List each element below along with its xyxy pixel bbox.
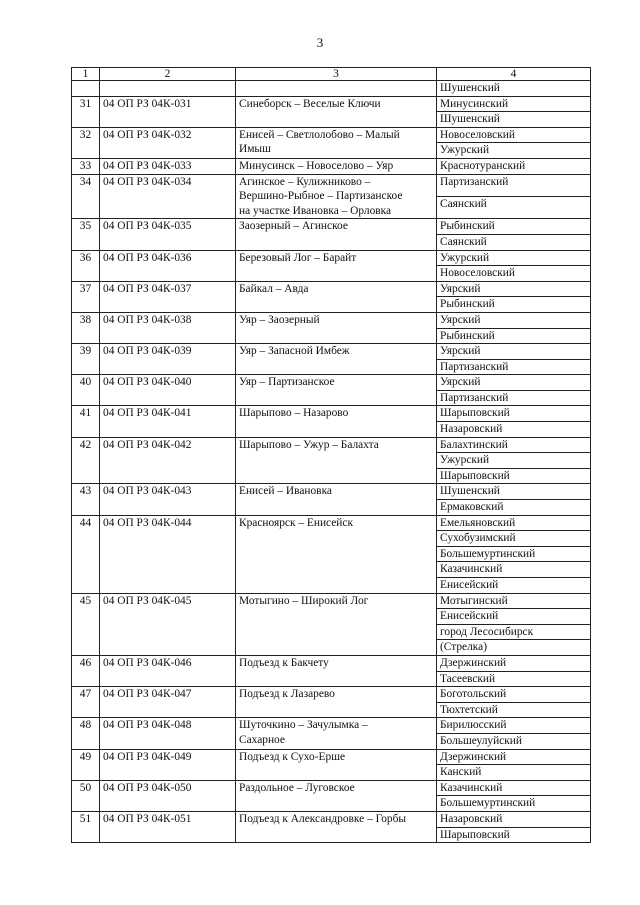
table-row	[72, 780, 591, 796]
road-name-line: Имыш	[239, 143, 271, 156]
road-name-cell	[236, 484, 437, 515]
page-number: 3	[316, 35, 324, 50]
road-code-cell: 04 ОП РЗ 04К-034	[100, 174, 236, 219]
road-name-line: Енисей – Светлолобово – Малый	[239, 128, 400, 141]
table-row	[72, 593, 591, 609]
header-cell: 1	[72, 68, 100, 81]
district-cell: Уярский	[437, 344, 591, 360]
district-cell: Назаровский	[437, 811, 591, 827]
row-number-cell: 31	[72, 96, 100, 127]
header-cell: 3	[236, 68, 437, 81]
row-number-cell: 40	[72, 375, 100, 406]
road-name-cell	[236, 593, 437, 655]
district-cell: Ужурский	[437, 143, 591, 159]
road-name-line: Уяр – Запасной Имбеж	[239, 345, 350, 358]
district-cell: Большеулуйский	[437, 733, 591, 749]
row-number-cell: 43	[72, 484, 100, 515]
district-cell: Шарыповский	[437, 827, 591, 843]
header-cell: 4	[437, 68, 591, 81]
district-cell: Боготольский	[437, 687, 591, 703]
road-name-cell	[236, 344, 437, 375]
road-name-line: Уяр – Партизанское	[239, 376, 335, 389]
road-name-cell	[236, 312, 437, 343]
road-code-cell: 04 ОП РЗ 04К-047	[100, 687, 236, 718]
table-row	[72, 312, 591, 328]
row-number-cell: 47	[72, 687, 100, 718]
road-name-line: Шуточкино – Зачулымка –	[239, 719, 368, 732]
district-cell: Партизанский	[437, 359, 591, 375]
district-cell: Рыбинский	[437, 328, 591, 344]
road-name-cell	[236, 158, 437, 174]
road-name-cell	[236, 406, 437, 437]
road-code-cell: 04 ОП РЗ 04К-035	[100, 219, 236, 250]
road-name-line: Агинское – Кулижниково –	[239, 175, 371, 188]
road-name-cell	[236, 219, 437, 250]
road-name-cell	[236, 655, 437, 686]
district-cell: Тасеевский	[437, 671, 591, 687]
district-cell: Большемуртинский	[437, 796, 591, 812]
district-cell: Дзержинский	[437, 749, 591, 765]
road-name-cell	[236, 687, 437, 718]
row-number-cell: 37	[72, 281, 100, 312]
road-code-cell: 04 ОП РЗ 04К-038	[100, 312, 236, 343]
table-row	[72, 811, 591, 827]
road-name-line: Березовый Лог – Барайт	[239, 251, 357, 264]
table-row	[72, 127, 591, 143]
row-number-cell: 45	[72, 593, 100, 655]
road-code-cell: 04 ОП РЗ 04К-041	[100, 406, 236, 437]
road-name-cell	[236, 127, 437, 158]
district-cell: Краснотуранский	[437, 158, 591, 174]
road-name-line: Подъезд к Бакчету	[239, 656, 329, 669]
row-number-cell: 32	[72, 127, 100, 158]
road-name-cell	[236, 749, 437, 780]
road-code-cell: 04 ОП РЗ 04К-032	[100, 127, 236, 158]
row-number-cell: 38	[72, 312, 100, 343]
district-cell: Партизанский	[437, 174, 591, 196]
district-cell: Шарыповский	[437, 406, 591, 422]
road-name-cell	[236, 174, 437, 219]
road-code-cell: 04 ОП РЗ 04К-037	[100, 281, 236, 312]
road-code-cell: 04 ОП РЗ 04К-045	[100, 593, 236, 655]
road-name-cell	[236, 437, 437, 484]
road-name-line: Раздольное – Луговское	[239, 781, 355, 794]
row-number-cell	[72, 81, 100, 97]
road-name-line: Сахарное	[239, 733, 285, 746]
road-code-cell	[100, 81, 236, 97]
row-number-cell: 44	[72, 515, 100, 593]
district-cell: Тюхтетский	[437, 702, 591, 718]
table-row	[72, 96, 591, 112]
road-code-cell: 04 ОП РЗ 04К-040	[100, 375, 236, 406]
road-name-line: Подъезд к Александровке – Горбы	[239, 812, 407, 825]
table-row	[72, 250, 591, 266]
road-code-cell: 04 ОП РЗ 04К-049	[100, 749, 236, 780]
road-name-cell	[236, 375, 437, 406]
row-number-cell: 46	[72, 655, 100, 686]
district-cell: Уярский	[437, 312, 591, 328]
district-cell: Шушенский	[437, 484, 591, 500]
table-row	[72, 749, 591, 765]
district-cell: Балахтинский	[437, 437, 591, 453]
district-cell: Мотыгинский	[437, 593, 591, 609]
table-row	[72, 344, 591, 360]
row-number-cell: 51	[72, 811, 100, 842]
district-cell: Саянский	[437, 234, 591, 250]
row-number-cell: 34	[72, 174, 100, 219]
district-cell: Саянский	[437, 196, 591, 218]
table-header	[72, 68, 591, 81]
road-name-line: Подъезд к Сухо-Ерше	[239, 750, 346, 763]
road-code-cell: 04 ОП РЗ 04К-033	[100, 158, 236, 174]
table-row	[72, 406, 591, 422]
district-cell: Уярский	[437, 281, 591, 297]
row-number-cell: 35	[72, 219, 100, 250]
district-cell: Шарыповский	[437, 468, 591, 484]
district-cell: (Стрелка)	[437, 640, 591, 656]
district-cell: Новоселовский	[437, 266, 591, 282]
road-code-cell: 04 ОП РЗ 04К-048	[100, 718, 236, 749]
road-code-cell: 04 ОП РЗ 04К-050	[100, 780, 236, 811]
road-name-line: Байкал – Авда	[239, 282, 309, 295]
district-cell: Уярский	[437, 375, 591, 391]
table-row	[72, 687, 591, 703]
district-cell: Минусинский	[437, 96, 591, 112]
district-cell: Казачинский	[437, 780, 591, 796]
road-name-line: Подъезд к Лазарево	[239, 688, 335, 701]
row-number-cell: 50	[72, 780, 100, 811]
road-name-line: Уяр – Заозерный	[239, 313, 320, 326]
district-cell: Партизанский	[437, 390, 591, 406]
row-number-cell: 42	[72, 437, 100, 484]
row-number-cell: 36	[72, 250, 100, 281]
district-cell: Рыбинский	[437, 297, 591, 313]
road-name-cell	[236, 811, 437, 842]
road-code-cell: 04 ОП РЗ 04К-031	[100, 96, 236, 127]
road-name-line: Вершино-Рыбное – Партизанское	[239, 190, 403, 203]
district-cell: Казачинский	[437, 562, 591, 578]
district-cell: Рыбинский	[437, 219, 591, 235]
table-row	[72, 655, 591, 671]
district-cell: Большемуртинский	[437, 546, 591, 562]
road-name-cell	[236, 81, 437, 97]
road-name-cell	[236, 780, 437, 811]
header-cell: 2	[100, 68, 236, 81]
table-row	[72, 158, 591, 174]
district-cell: Енисейский	[437, 578, 591, 594]
road-name-cell	[236, 718, 437, 749]
district-cell: город Лесосибирск	[437, 624, 591, 640]
road-name-cell	[236, 281, 437, 312]
road-code-cell: 04 ОП РЗ 04К-039	[100, 344, 236, 375]
row-number-cell: 33	[72, 158, 100, 174]
table-row	[72, 718, 591, 734]
road-code-cell: 04 ОП РЗ 04К-044	[100, 515, 236, 593]
row-number-cell: 49	[72, 749, 100, 780]
road-name-line: на участке Ивановка – Орловка	[239, 204, 392, 217]
table-row	[72, 81, 591, 97]
district-cell: Канский	[437, 765, 591, 781]
district-cell: Назаровский	[437, 422, 591, 438]
road-code-cell: 04 ОП РЗ 04К-036	[100, 250, 236, 281]
road-name-cell	[236, 250, 437, 281]
district-cell: Енисейский	[437, 609, 591, 625]
road-code-cell: 04 ОП РЗ 04К-051	[100, 811, 236, 842]
district-cell: Шушенский	[437, 112, 591, 128]
row-number-cell: 39	[72, 344, 100, 375]
district-cell: Новоселовский	[437, 127, 591, 143]
table-row	[72, 375, 591, 391]
road-name-line: Шарыпово – Назарово	[239, 407, 349, 420]
table-row	[72, 437, 591, 453]
header-row	[72, 68, 591, 81]
district-cell: Бирилюсский	[437, 718, 591, 734]
roads-table	[71, 67, 591, 843]
road-name-line: Енисей – Ивановка	[239, 485, 332, 498]
district-cell: Сухобузимский	[437, 531, 591, 547]
table-row	[72, 281, 591, 297]
table-body	[72, 81, 591, 843]
row-number-cell: 48	[72, 718, 100, 749]
district-cell: Емельяновский	[437, 515, 591, 531]
road-name-line: Синеборск – Веселые Ключи	[239, 97, 381, 110]
road-code-cell: 04 ОП РЗ 04К-043	[100, 484, 236, 515]
road-name-line: Красноярск – Енисейск	[239, 516, 353, 529]
district-cell: Ужурский	[437, 453, 591, 469]
table-row	[72, 484, 591, 500]
road-name-cell	[236, 96, 437, 127]
table-row	[72, 174, 591, 196]
road-code-cell: 04 ОП РЗ 04К-046	[100, 655, 236, 686]
district-cell: Шушенский	[437, 81, 591, 97]
road-name-line: Мотыгино – Широкий Лог	[239, 594, 369, 607]
district-cell: Дзержинский	[437, 655, 591, 671]
row-number-cell: 41	[72, 406, 100, 437]
road-name-cell	[236, 515, 437, 593]
road-code-cell: 04 ОП РЗ 04К-042	[100, 437, 236, 484]
table-row	[72, 515, 591, 531]
table-row	[72, 219, 591, 235]
road-name-line: Шарыпово – Ужур – Балахта	[239, 438, 379, 451]
district-cell: Ермаковский	[437, 500, 591, 516]
road-name-line: Заозерный – Агинское	[239, 220, 348, 233]
district-cell: Ужурский	[437, 250, 591, 266]
road-name-line: Минусинск – Новоселово – Уяр	[239, 159, 394, 172]
